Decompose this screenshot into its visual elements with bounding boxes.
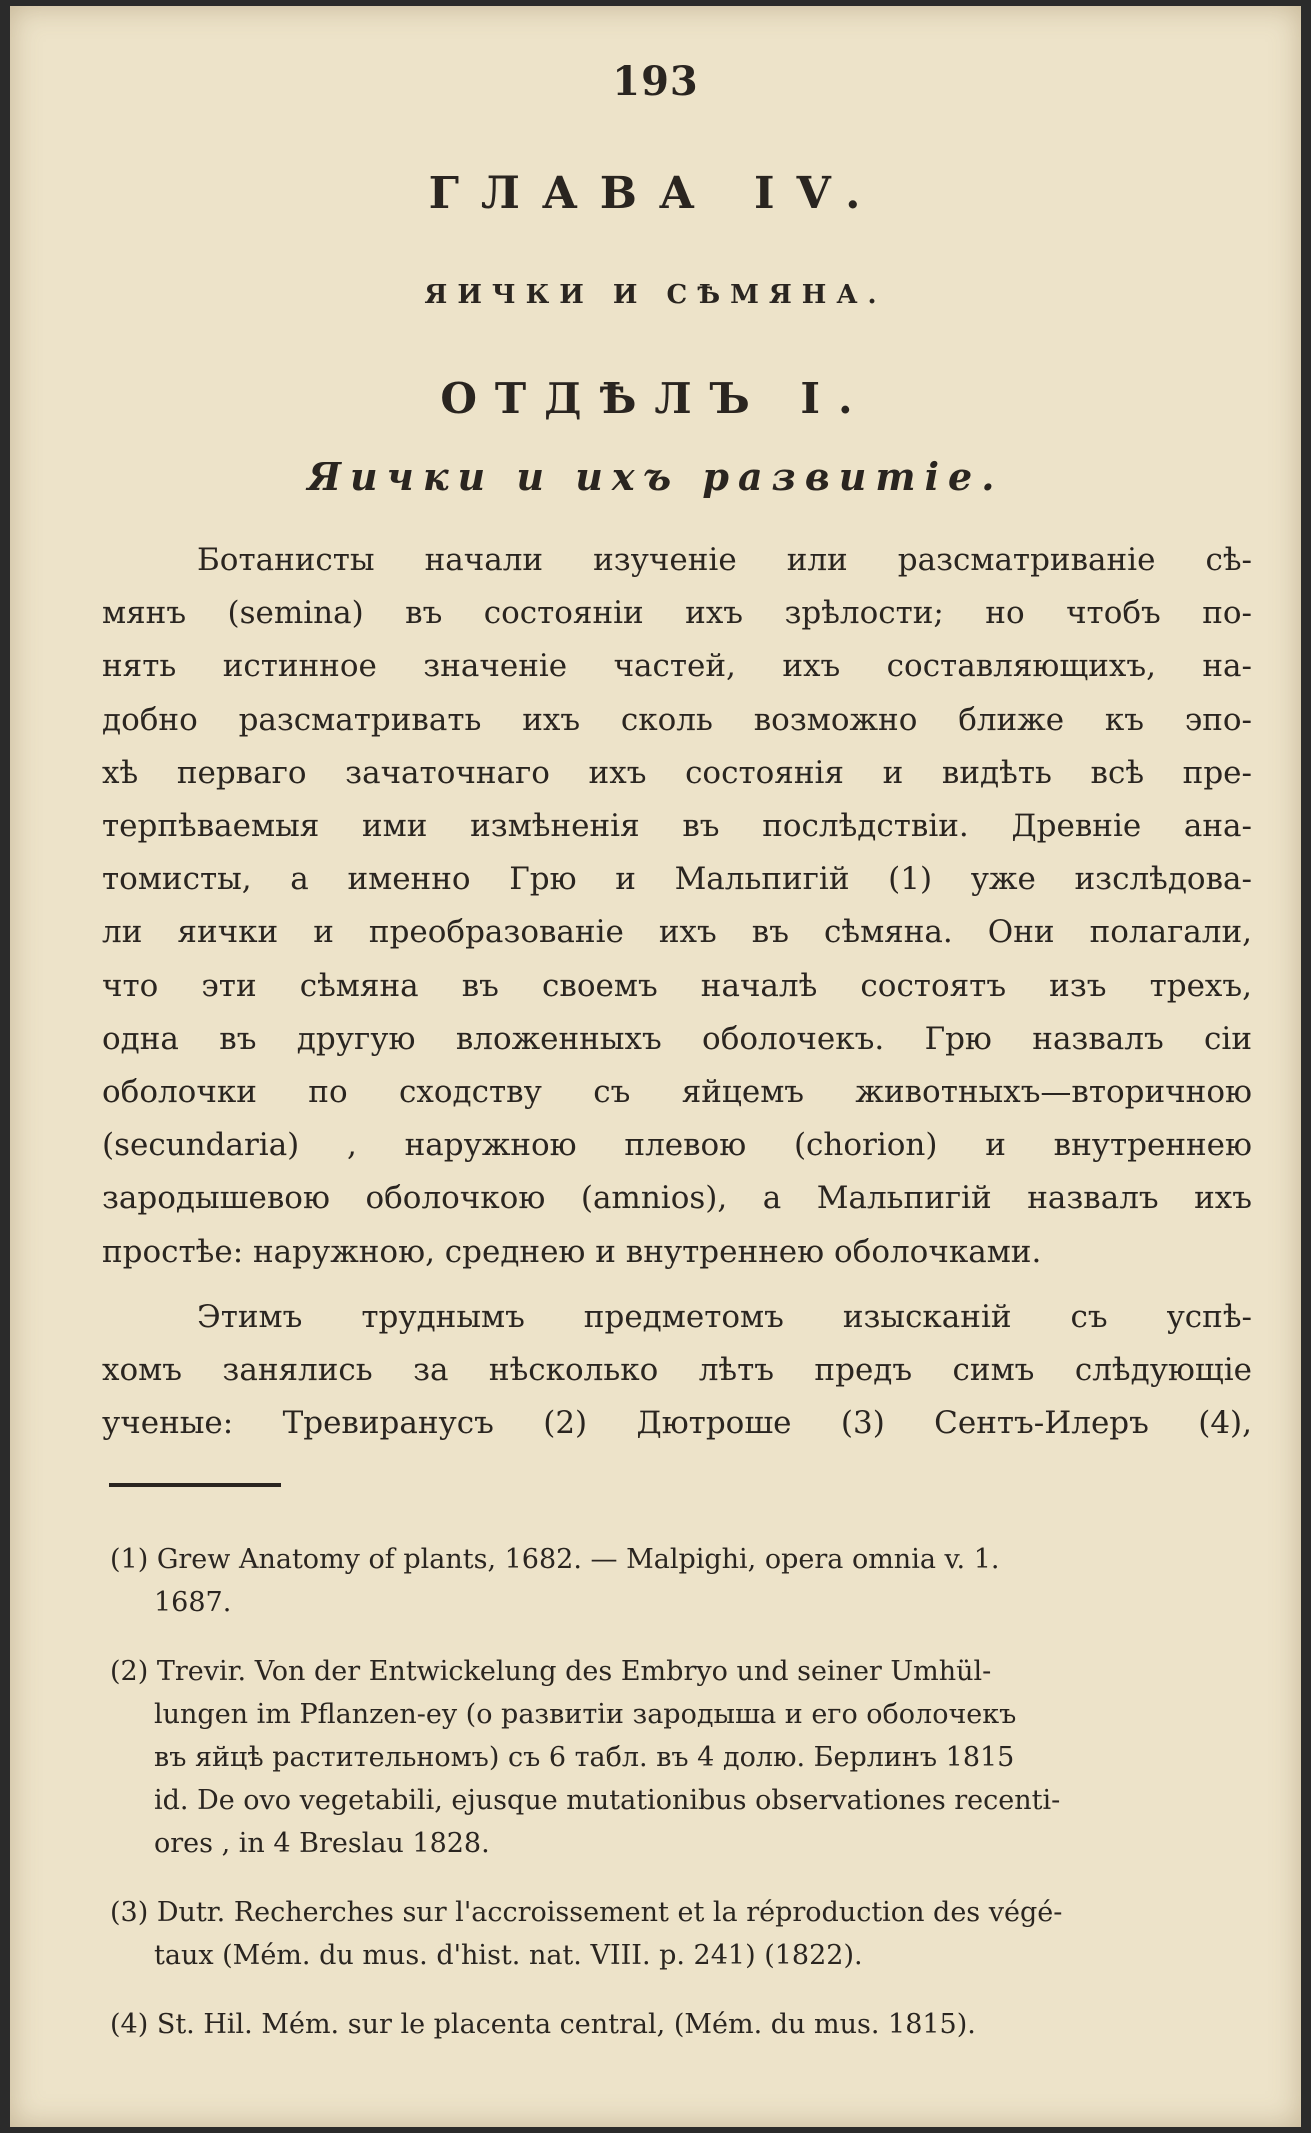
- body-line: терпѣваемыя ими измѣненія въ послѣдствіи. Древніе ана-: [102, 808, 1252, 845]
- footnote-line: 1687.: [154, 1587, 232, 1618]
- body-line: томисты, а именно Грю и Мальпигій (1) уже изслѣдова-: [102, 861, 1252, 898]
- body-line: ли яички и преобразованіе ихъ въ сѣмяна. Они полагали,: [102, 914, 1252, 951]
- footnote-line: (4) St. Hil. Mém. sur le placenta central, (Mém. du mus. 1815).: [110, 2009, 976, 2040]
- paragraph-1: [102, 534, 1252, 1279]
- footnote-1: [110, 1538, 1272, 1624]
- footnote-line: (2) Trevir. Von der Entwickelung des Embryo und seiner Umhül-: [110, 1656, 992, 1687]
- body-line: одна въ другую вложенныхъ оболочекъ. Грю назвалъ сіи: [102, 1020, 1252, 1057]
- paragraph-2: [102, 1291, 1252, 1451]
- body-line: мянъ (semina) въ состояніи ихъ зрѣлости; но чтобъ по-: [102, 595, 1252, 632]
- footnote-line: въ яйцѣ растительномъ) съ 6 табл. въ 4 долю. Берлинъ 1815: [154, 1742, 1015, 1773]
- body-line: (secundaria) , наружною плевою (chorion) и внутреннею: [102, 1127, 1252, 1164]
- footnote-2: [110, 1650, 1272, 1865]
- body-line: хѣ перваго зачаточнаго ихъ состоянія и видѣть всѣ пре-: [102, 754, 1252, 791]
- body-line: простѣе: наружною, среднею и внутреннею оболочками.: [102, 1233, 1042, 1270]
- footnote-3: [110, 1891, 1272, 1977]
- footnote-4: [110, 2003, 1272, 2046]
- page-number: 193: [612, 58, 699, 105]
- footnote-line: (3) Dutr. Recherches sur l'accroissement et la réproduction des végé-: [110, 1897, 1063, 1928]
- body-line: оболочки по сходству съ яйцемъ животныхъ—вторичною: [102, 1074, 1252, 1111]
- book-page: [10, 6, 1301, 2127]
- body-line: Этимъ труднымъ предметомъ изысканій съ успѣ-: [197, 1298, 1252, 1335]
- section-title: ОТДѢЛЪ I.: [440, 374, 871, 423]
- body-text: [102, 534, 1252, 1450]
- footnote-line: taux (Mém. du mus. d'hist. nat. VIII. p. 241) (1822).: [154, 1940, 863, 1971]
- body-line: хомъ занялись за нѣсколько лѣтъ предъ симъ слѣдующіе: [102, 1352, 1252, 1389]
- chapter-subtitle: ЯИЧКИ И СѢМЯНА.: [424, 280, 887, 310]
- body-line: нять истинное значеніе частей, ихъ составляющихъ, на-: [102, 648, 1252, 685]
- body-line: Ботанисты начали изученіе или разсматриваніе сѣ-: [197, 542, 1252, 578]
- footnote-line: lungen im Pflanzen-ey (о развитіи зародыша и его оболочекъ: [154, 1699, 1017, 1730]
- body-line: что эти сѣмяна въ своемъ началѣ состоятъ изъ трехъ,: [102, 967, 1252, 1004]
- body-line: ученые: Тревиранусъ (2) Дютроше (3) Сентъ-Илеръ (4),: [102, 1405, 1252, 1442]
- footnote-divider: [109, 1483, 281, 1487]
- body-line: добно разсматривать ихъ сколь возможно ближе къ эпо-: [102, 701, 1252, 738]
- body-line: зародышевою оболочкою (amnios), а Мальпигій назвалъ ихъ: [102, 1180, 1252, 1217]
- footnote-line: (1) Grew Anatomy of plants, 1682. — Malpighi, opera omnia v. 1.: [110, 1544, 1000, 1575]
- footnotes: [110, 1538, 1272, 2072]
- footnote-line: ores , in 4 Breslau 1828.: [154, 1828, 490, 1859]
- section-subtitle: Яички и ихъ развитіе.: [307, 454, 1004, 499]
- chapter-title: ГЛАВА IV.: [428, 168, 883, 219]
- footnote-line: id. De ovo vegetabili, ejusque mutationibus observationes recenti-: [154, 1785, 1061, 1816]
